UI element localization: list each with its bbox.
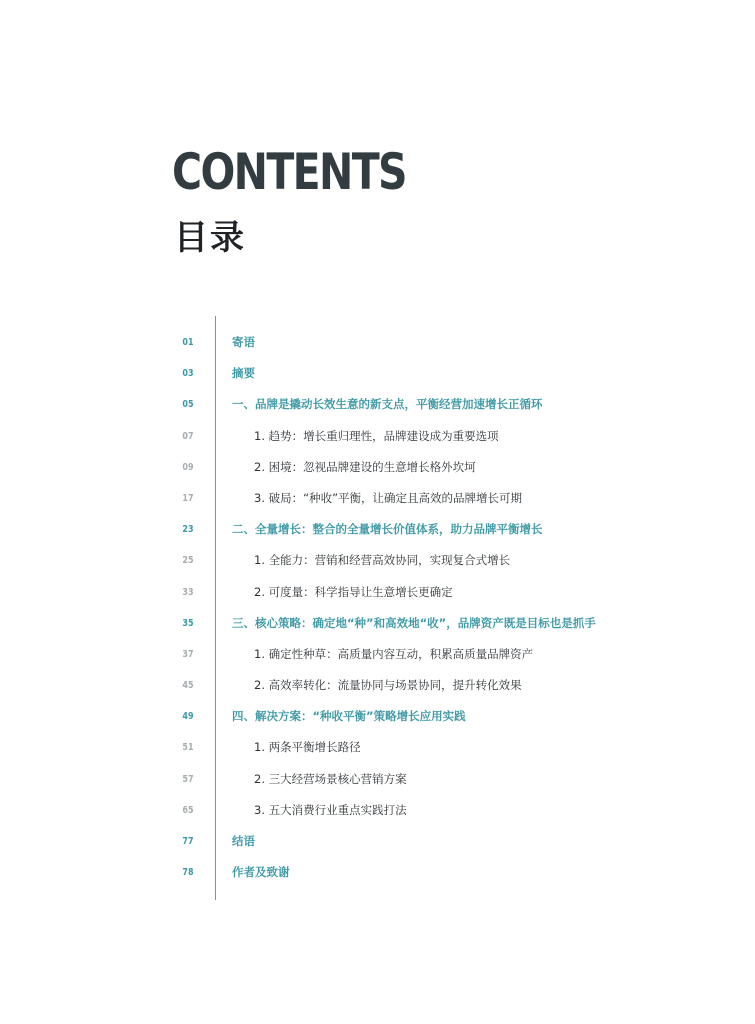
toc-entry-title: 二、全量增长：整合的全量增长价值体系，助力品牌平衡增长 — [232, 522, 543, 537]
toc-entry-title: 结语 — [232, 834, 255, 848]
toc-entry[interactable] — [0, 545, 755, 576]
toc-page-number: 25 — [182, 555, 194, 567]
toc-entry-title: 四、解决方案：“种收平衡”策略增长应用实践 — [232, 709, 466, 724]
toc-entry[interactable] — [0, 389, 755, 420]
toc-entry-title: 1. 确定性种草：高质量内容互动，积累高质量品牌资产 — [254, 646, 534, 661]
toc-entry[interactable] — [0, 577, 755, 608]
toc-entry[interactable] — [0, 826, 755, 857]
toc-entry[interactable] — [0, 639, 755, 670]
toc-page-number: 03 — [182, 368, 194, 380]
toc-entry-title: 三、核心策略：确定地“种”和高效地“收”，品牌资产既是目标也是抓手 — [232, 615, 596, 630]
toc-page-number: 17 — [182, 492, 194, 504]
toc-entry[interactable] — [0, 327, 755, 358]
toc-entry-title: 寄语 — [232, 335, 255, 349]
toc-entry[interactable] — [0, 857, 755, 888]
toc-entry[interactable] — [0, 670, 755, 701]
toc-page-number: 57 — [182, 773, 194, 785]
toc-page-number: 51 — [182, 742, 194, 754]
toc-entry[interactable] — [0, 483, 755, 514]
toc-page-number: 09 — [182, 461, 194, 473]
toc-entry[interactable] — [0, 795, 755, 826]
toc-entry[interactable] — [0, 608, 755, 639]
toc-entry[interactable] — [0, 732, 755, 763]
toc-entry[interactable] — [0, 452, 755, 483]
toc-entry[interactable] — [0, 514, 755, 545]
toc-entry-title: 作者及致谢 — [232, 865, 290, 880]
toc-page-number: 07 — [182, 430, 194, 442]
toc-entry[interactable] — [0, 701, 755, 732]
toc-entry[interactable] — [0, 358, 755, 389]
toc-page-number: 78 — [182, 867, 194, 879]
toc-page-number: 33 — [182, 586, 194, 598]
toc-entry-title: 2. 三大经营场景核心营销方案 — [254, 771, 407, 786]
toc-page-number: 01 — [182, 337, 194, 348]
toc-page-number: 05 — [182, 399, 194, 411]
contents-title-english: CONTENTS — [172, 143, 406, 201]
toc-page-number: 23 — [182, 524, 194, 536]
toc-entry-title: 2. 高效率转化：流量协同与场景协同，提升转化效果 — [254, 678, 522, 693]
toc-entry[interactable] — [0, 764, 755, 795]
toc-entry-title: 一、品牌是撬动长效生意的新支点，平衡经营加速增长正循环 — [232, 397, 543, 412]
toc-page-number: 37 — [182, 648, 194, 660]
toc-page-number: 77 — [182, 836, 194, 847]
toc-entry-title: 3. 五大消费行业重点实践打法 — [254, 802, 407, 817]
toc-entry-title: 摘要 — [232, 366, 255, 381]
toc-page-number: 35 — [182, 617, 194, 629]
toc-entry-title: 2. 困境：忽视品牌建设的生意增长格外坎坷 — [254, 459, 476, 474]
toc-entry[interactable] — [0, 421, 755, 452]
toc-entry-title: 1. 两条平衡增长路径 — [254, 740, 361, 755]
toc-page-number: 49 — [182, 711, 194, 723]
toc-page-number: 45 — [182, 680, 194, 692]
table-of-contents — [0, 327, 755, 888]
contents-title-chinese: 目录 — [174, 218, 246, 258]
toc-entry-title: 1. 趋势：增长重归理性，品牌建设成为重要选项 — [254, 428, 499, 443]
toc-page-number: 65 — [182, 804, 194, 816]
toc-entry-title: 1. 全能力：营销和经营高效协同，实现复合式增长 — [254, 553, 511, 568]
toc-entry-title: 2. 可度量：科学指导让生意增长更确定 — [254, 584, 453, 599]
toc-entry-title: 3. 破局：“种收”平衡，让确定且高效的品牌增长可期 — [254, 490, 523, 505]
